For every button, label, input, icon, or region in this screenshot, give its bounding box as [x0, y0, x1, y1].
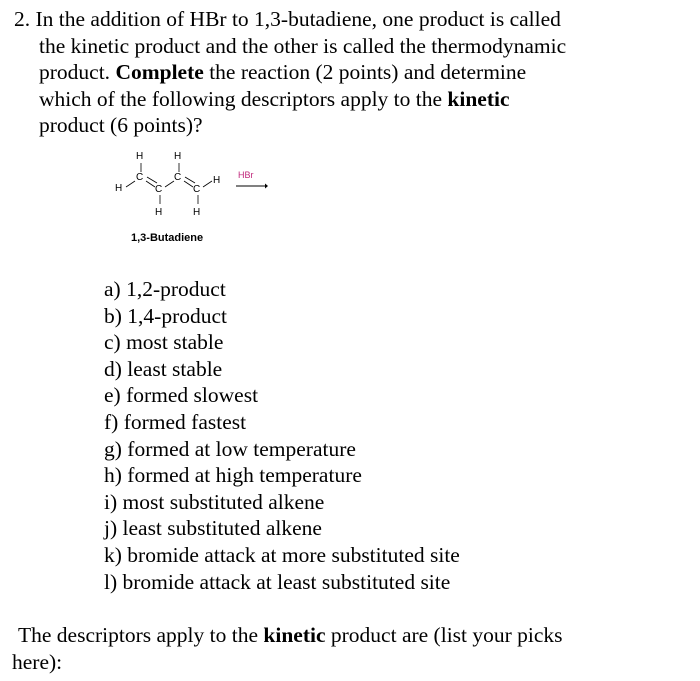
atom-c-3: C	[174, 172, 182, 183]
answer-line-1: The descriptors apply to the kinetic product are (list your picks	[18, 623, 563, 647]
option-l: l) bromide attack at least substituted site	[104, 569, 451, 594]
option-i: i) most substituted alkene	[104, 489, 325, 514]
option-d: d) least stable	[104, 356, 223, 381]
molecule-name: 1,3-Butadiene	[131, 232, 204, 244]
question-line-1: 2. In the addition of HBr to 1,3-butadiene, one product is called	[14, 7, 561, 31]
question-text	[14, 6, 694, 139]
question-line-3: product. Complete the reaction (2 points) and determine	[39, 60, 527, 84]
option-j: j) least substituted alkene	[104, 516, 322, 541]
atom-h-right: H	[213, 175, 221, 186]
kinetic-emphasis: kinetic	[447, 86, 510, 111]
atom-h-top-2: H	[174, 151, 182, 162]
atom-h-bottom-2: H	[193, 207, 201, 218]
reaction-arrow-icon	[236, 182, 268, 190]
atom-h-top-1: H	[136, 151, 144, 162]
atom-h-left: H	[115, 183, 123, 194]
descriptor-options	[104, 276, 460, 595]
atom-h-bottom-1: H	[155, 207, 163, 218]
option-b: b) 1,4-product	[104, 303, 227, 328]
atom-c-2: C	[155, 184, 163, 195]
answer-prompt	[12, 622, 692, 675]
atom-c-1: C	[136, 172, 144, 183]
option-f: f) formed fastest	[104, 409, 247, 434]
question-line-4: which of the following descriptors apply to the kinetic	[39, 86, 510, 111]
option-a: a) 1,2-product	[104, 277, 226, 301]
option-g: g) formed at low temperature	[104, 436, 356, 461]
question-line-5: product (6 points)?	[39, 113, 203, 137]
option-e: e) formed slowest	[104, 383, 259, 408]
reagent-label: HBr	[238, 170, 254, 180]
option-k: k) bromide attack at more substituted site	[104, 542, 460, 567]
option-c: c) most stable	[104, 330, 224, 355]
answer-line-2: here):	[12, 649, 63, 674]
atom-c-4: C	[193, 184, 201, 195]
option-h: h) formed at high temperature	[104, 463, 362, 488]
kinetic-emphasis-answer: kinetic	[263, 623, 326, 647]
complete-emphasis: Complete	[115, 60, 204, 84]
question-line-2: the kinetic product and the other is called the thermodynamic	[39, 33, 567, 58]
